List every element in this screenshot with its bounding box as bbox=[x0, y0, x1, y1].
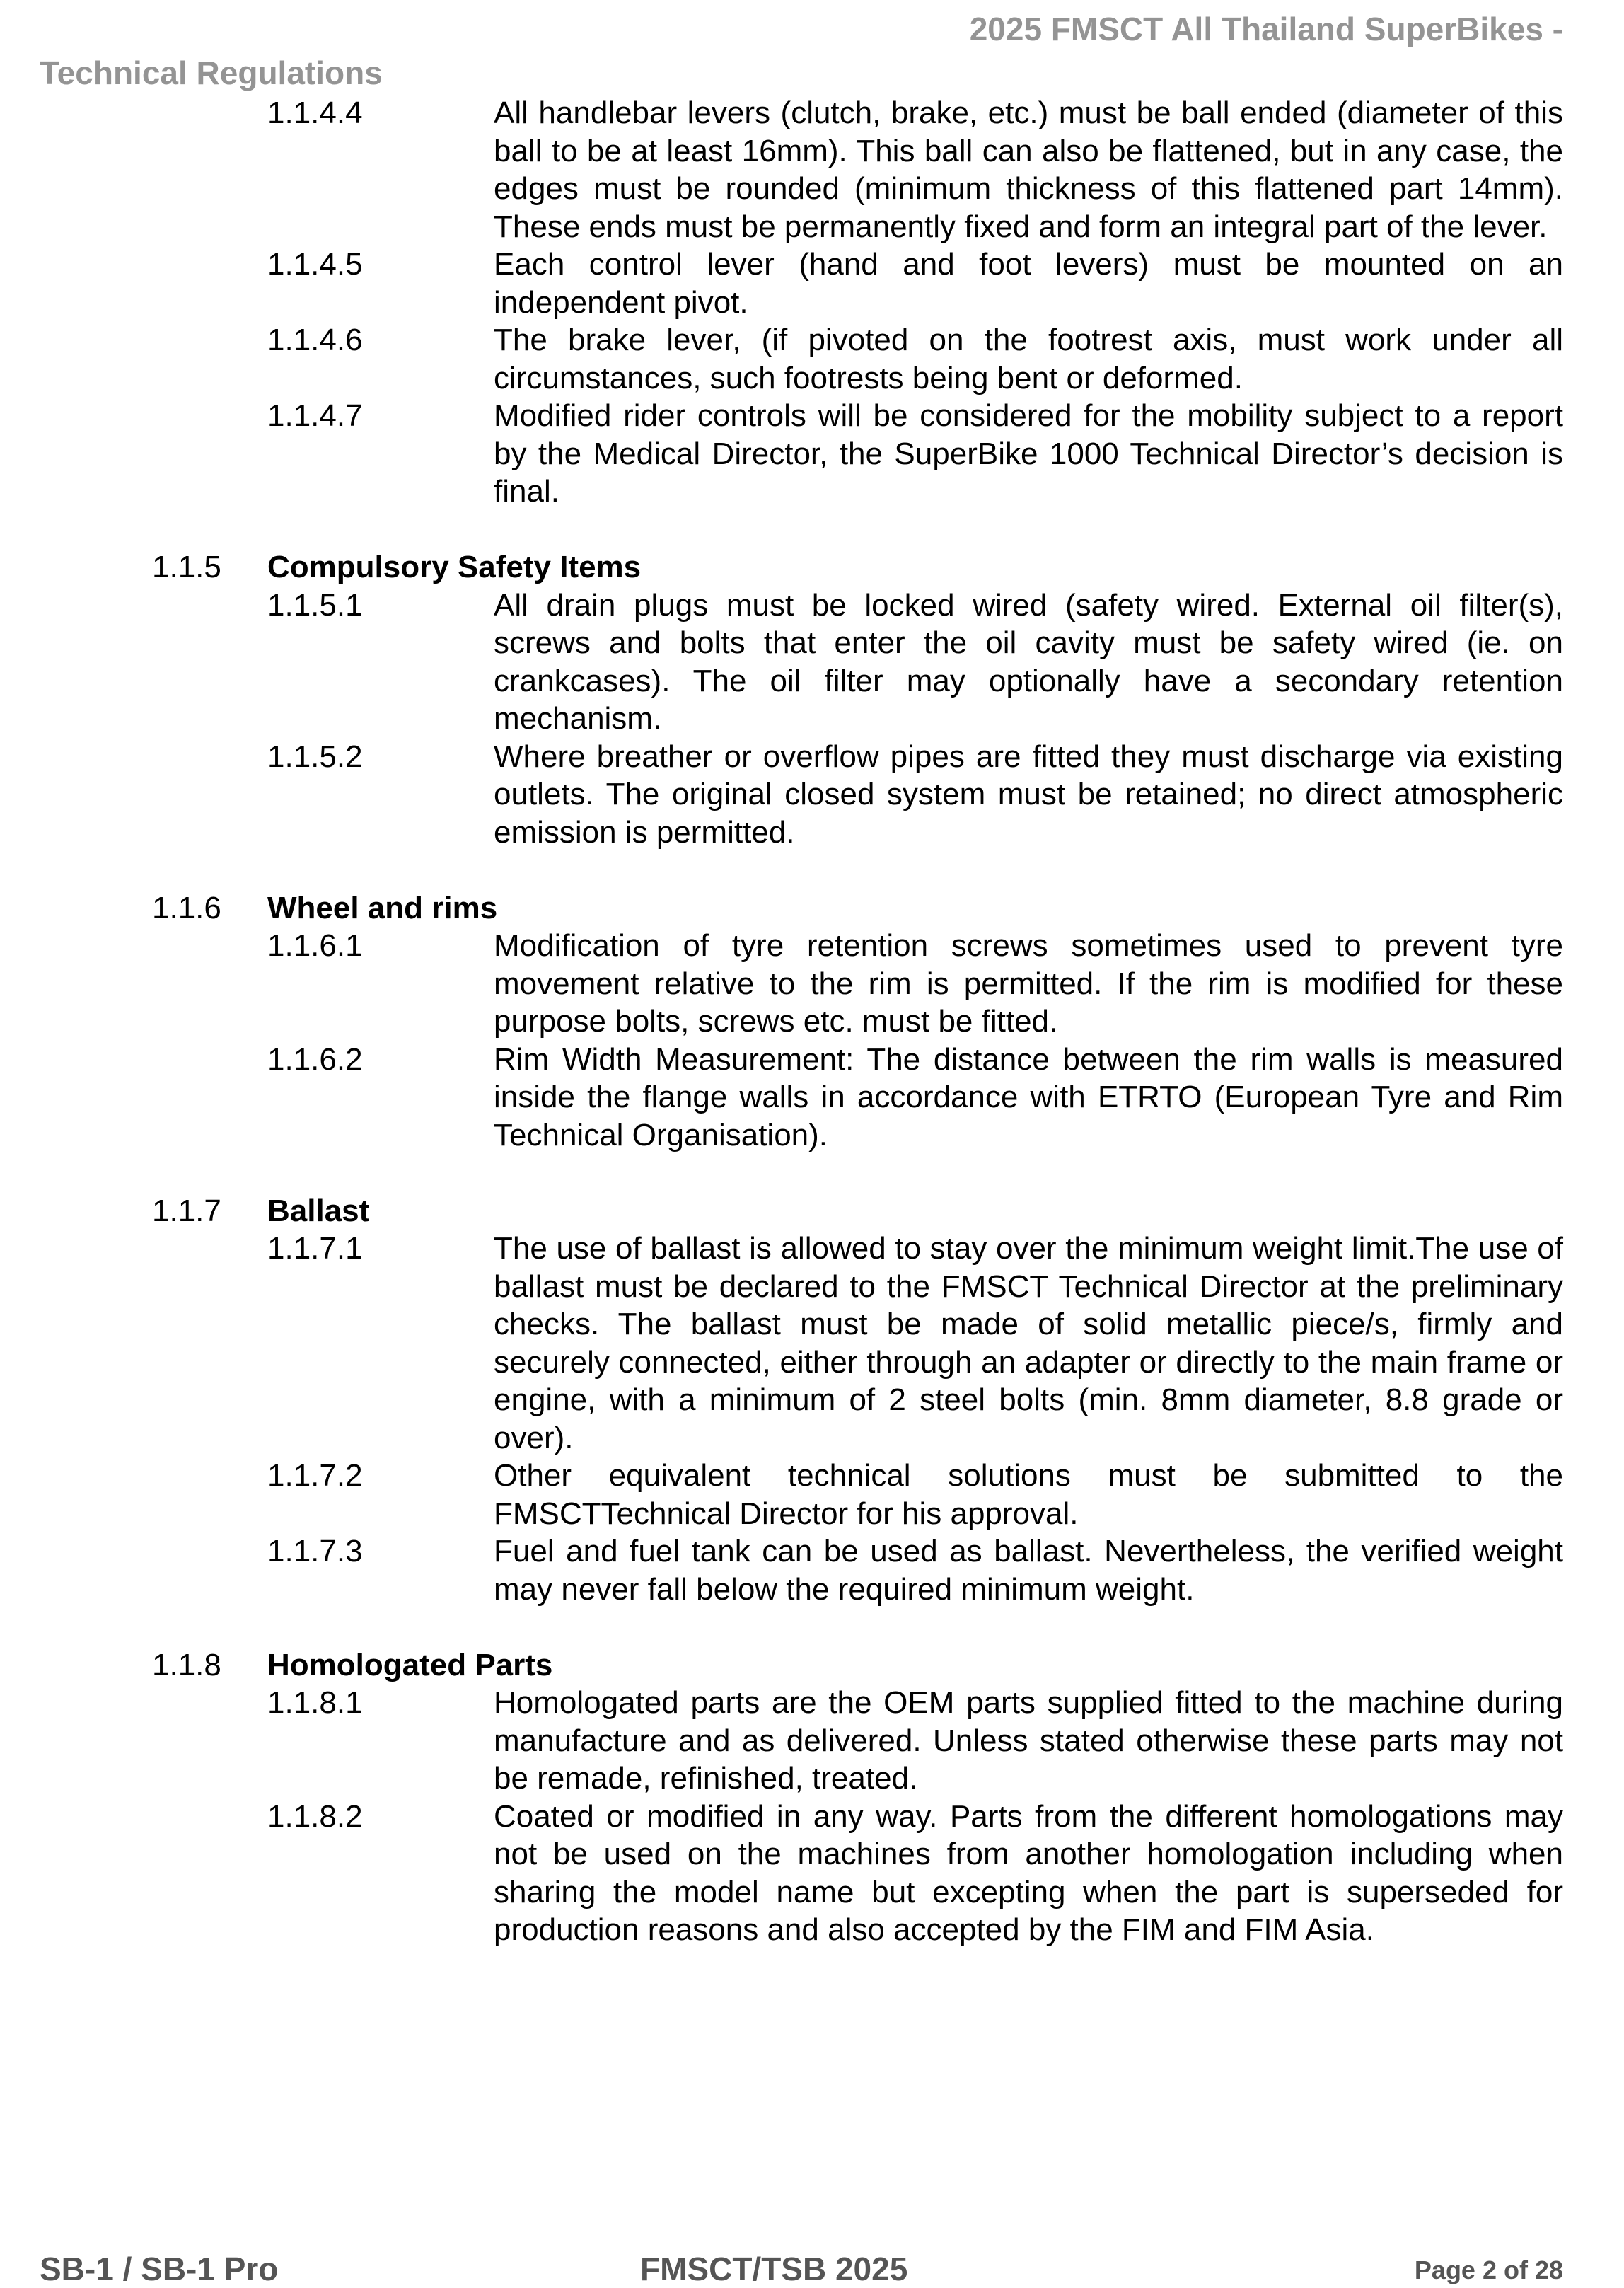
clause-text: Modification of tyre retention screws sometimes used to prevent tyre movement relative to the rim is permitted. If the rim is modified for these purpose bolts, screws etc. must be fitted. bbox=[494, 928, 1563, 1039]
page-footer bbox=[0, 2250, 1624, 2285]
section-heading bbox=[0, 548, 1624, 587]
clause-text: Modified rider controls will be considered for the mobility subject to a report by the Medical Director, the SuperBike 1000 Technical Director’s decision is final. bbox=[494, 398, 1563, 509]
clause-number: 1.1.7.1 bbox=[267, 1231, 363, 1266]
section-number: 1.1.6 bbox=[152, 890, 221, 925]
clause bbox=[0, 94, 1624, 245]
section-title: Ballast bbox=[267, 1193, 370, 1228]
clause-number: 1.1.6.2 bbox=[267, 1041, 363, 1077]
clause-number: 1.1.5.1 bbox=[267, 587, 363, 623]
clause-number: 1.1.5.2 bbox=[267, 739, 363, 774]
clause bbox=[0, 1798, 1624, 1949]
clause bbox=[0, 1041, 1624, 1155]
clause-text: Coated or modified in any way. Parts from the different homologations may not be used on the machines from another homologation including when sharing the model name but excepting when the part is superseded for production reasons and also accepted by the FIM and FIM Asia. bbox=[494, 1798, 1563, 1947]
footer-class-label: SB-1 / SB-1 Pro bbox=[40, 2251, 279, 2287]
clause bbox=[0, 927, 1624, 1041]
clause-number: 1.1.4.7 bbox=[267, 398, 363, 433]
clause bbox=[0, 321, 1624, 397]
clause bbox=[0, 587, 1624, 738]
clause-text: Each control lever (hand and foot levers) must be mounted on an independent pivot. bbox=[494, 247, 1563, 320]
document-body bbox=[0, 94, 1624, 1949]
clause-text: All handlebar levers (clutch, brake, etc.) must be ball ended (diameter of this ball to be at least 16mm). This ball can also be flattened, but in any case, the edges must be rounded (minimum thickness of this flattened part 14mm). These ends must be permanently fixed and form an integral part of the lever. bbox=[494, 96, 1563, 244]
clause bbox=[0, 245, 1624, 321]
clause bbox=[0, 397, 1624, 511]
section-number: 1.1.7 bbox=[152, 1193, 221, 1228]
header-subtitle: Technical Regulations bbox=[40, 54, 383, 91]
clause-number: 1.1.4.5 bbox=[267, 247, 363, 282]
section-number: 1.1.5 bbox=[152, 550, 221, 584]
clause bbox=[0, 738, 1624, 852]
clause-text: Fuel and fuel tank can be used as ballast. Nevertheless, the verified weight may never fall below the required minimum weight. bbox=[494, 1534, 1563, 1607]
section-number: 1.1.8 bbox=[152, 1647, 221, 1682]
clause-number: 1.1.6.1 bbox=[267, 928, 363, 963]
clause bbox=[0, 1532, 1624, 1608]
clause bbox=[0, 1230, 1624, 1457]
section-heading bbox=[0, 889, 1624, 928]
clause-number: 1.1.8.1 bbox=[267, 1685, 363, 1720]
clause bbox=[0, 1457, 1624, 1532]
page-number: Page 2 of 28 bbox=[1414, 2255, 1563, 2284]
clause-number: 1.1.7.3 bbox=[267, 1534, 363, 1568]
section-title: Homologated Parts bbox=[267, 1647, 553, 1682]
clause-number: 1.1.8.2 bbox=[267, 1798, 363, 1834]
clause-text: The brake lever, (if pivoted on the footrest axis, must work under all circumstances, such footrests being bent or deformed. bbox=[494, 323, 1563, 395]
clause-text: Homologated parts are the OEM parts supplied fitted to the machine during manufacture and as delivered. Unless stated otherwise these parts may not be remade, refinished, treated. bbox=[494, 1685, 1563, 1796]
clause-text: Other equivalent technical solutions must be submitted to the FMSCTTechnical Director for his approval. bbox=[494, 1458, 1563, 1531]
header-title: 2025 FMSCT All Thailand SuperBikes - bbox=[969, 11, 1563, 47]
section-heading bbox=[0, 1192, 1624, 1230]
clause-text: Rim Width Measurement: The distance between the rim walls is measured inside the flange walls in accordance with ETRTO (European Tyre and Rim Technical Organisation). bbox=[494, 1041, 1563, 1152]
clause-number: 1.1.7.2 bbox=[267, 1458, 363, 1493]
clause-text: All drain plugs must be locked wired (safety wired. External oil filter(s), screws and bolts that enter the oil cavity must be safety wired (ie. on crankcases). The oil filter may optionally have a secondary retention mechanism. bbox=[494, 587, 1563, 736]
section-heading bbox=[0, 1646, 1624, 1685]
clause-text: The use of ballast is allowed to stay over the minimum weight limit.The use of ballast must be declared to the FMSCT Technical Director at the preliminary checks. The ballast must be made of solid metallic piece/s, firmly and securely connected, either through an adapter or directly to the main frame or engine, with a minimum of 2 steel bolts (min. 8mm diameter, 8.8 grade or over). bbox=[494, 1231, 1563, 1455]
footer-document-code: FMSCT/TSB 2025 bbox=[640, 2251, 908, 2287]
section-title: Wheel and rims bbox=[267, 890, 498, 925]
clause-number: 1.1.4.4 bbox=[267, 96, 363, 130]
clause-text: Where breather or overflow pipes are fitted they must discharge via existing outlets. The original closed system must be retained; no direct atmospheric emission is permitted. bbox=[494, 739, 1563, 850]
clause-number: 1.1.4.6 bbox=[267, 323, 363, 357]
section-title: Compulsory Safety Items bbox=[267, 550, 642, 584]
clause bbox=[0, 1684, 1624, 1798]
